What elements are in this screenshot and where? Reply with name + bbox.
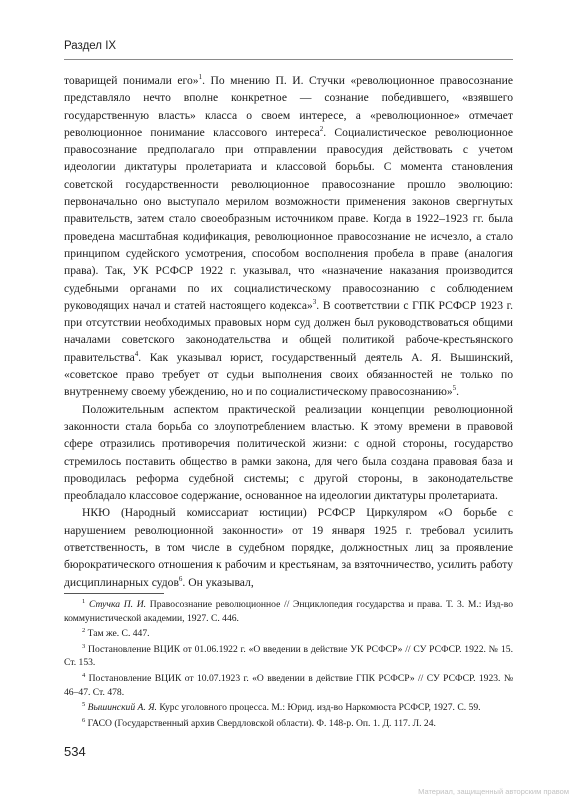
footnote-3 [64,643,513,670]
footnote-number: 6 [82,716,86,724]
footnote-1 [64,598,513,625]
paragraph-text: . [456,385,460,399]
paragraph-text: товарищей понимали его» [64,74,199,87]
paragraph-text: . Он указывал, [182,575,254,589]
footnote-text: Курс уголовного процесса. М.: Юрид. изд-во Наркомюста РСФСР, 1927. С. 59. [156,702,481,714]
paragraph-text: Положительным аспектом практической реализации концепции революционной законности стала борьба со злоупотреблением властью. К этому времени в правовой сфере отразились противоречия политической жизни: с одной стороны, государство стремилось поставить общество в рамки закона, для чего была создана правовая база и проводилась реформа судебной системы; с другой стороны, в законодательстве преобладало классовое содержание, основанное на идеологии диктатуры пролетариата. [64,402,513,503]
paragraph-2 [64,401,513,505]
footnote-ref: 4 [134,349,139,358]
footnote-number: 2 [82,627,86,634]
paragraph-1 [64,72,513,401]
paragraph-text: . Как указывал юрист, государственный деятель А. Я. Вышинский, «советское право требует от судьи выполнения своих обязанностей не только по внутреннему своему убеждению, но и по социалистическому правосознанию» [64,350,513,399]
header-divider [64,59,513,60]
author-name: Стучка П. И. [88,599,147,610]
footnote-ref: 6 [178,574,183,583]
paragraph-text: НКЮ (Народный комиссариат юстиции) РСФСР Циркуляром «О борьбе с нарушением революционной законности» от 19 января 1925 г. требовал усилить ответственность, в том числе в судебном порядке, должностных лиц за проявление бюрократического отношения к рабочим и крестьянам, за взяточничество, усилить работу дисциплинарных судов [64,506,513,589]
paragraph-text: . По мнению П. И. Стучки «революционное правосознание представляло нечто вполне конкретное — сознание победившего, «взявшего государственную власть» класса о своем интересе, а «революционное» отмечает революционное понимание классового интереса [64,74,513,139]
page-number: 534 [64,744,86,759]
footnote-6 [64,717,513,731]
paragraph-text: . Социалистическое революционное правосознание предполагало при отправлении правосудия действовать с учетом идеологии диктатуры пролетариата и классовой борьбы. С момента становления советской государственности революционное правосознание прошло эволюцию: первоначально оно выступало мерилом возможности применения законов свергнутых правительств, затем стало своеобразным источником праве. Когда в 1922–1923 гг. была проведена масштабная кодификация, революционное правосознание не исчезло, а стало принципом судейского усмотрения, способом восполнения пробела в праве (аналогия права). Так, УК РСФСР 1922 г. указывал, что «назначение наказания производится судебными органами по их социалистическому правосознанию с соблюдением руководящих начал и статей настоящего кодекса» [64,125,513,312]
footnote-5 [64,701,513,715]
footnote-2 [64,627,513,641]
footnote-divider [64,593,164,594]
footnote-text: ГАСО (Государственный архив Свердловской области). Ф. 148-р. Оп. 1. Д. 117. Л. 24. [87,717,436,729]
footnote-text: Постановление ВЦИК от 01.06.1922 г. «О введении в действие УК РСФСР» // СУ РСФСР. 1922. № 15. Ст. 153. [64,643,513,669]
running-head-section: Раздел IX [64,40,117,52]
footnote-ref: 3 [312,298,317,306]
footnotes [64,598,513,732]
main-text [64,72,513,591]
author-name: Вышинский А. Я. [87,702,157,714]
footnote-ref: 5 [452,384,457,393]
paragraph-3 [64,504,513,590]
footnote-4 [64,672,513,699]
footnote-ref: 2 [319,125,324,134]
footnote-ref: 1 [198,73,203,82]
paragraph-text: . В соответствии с ГПК РСФСР 1923 г. при отсутствии необходимых правовых норм суд должен был руководствоваться общими началами советского законодательства и общей политикой рабоче-крестьянского правительства [64,298,513,364]
footnote-text: Там же. С. 447. [87,628,150,640]
footnote-number: 1 [82,597,86,605]
footnote-text: Постановление ВЦИК от 10.07.1923 г. «О введении в действие ГПК РСФСР» // СУ РСФСР. 1923. № 46–47. Ст. 478. [64,672,513,698]
footnote-number: 5 [82,700,86,708]
footnote-text: Правосознание революционное // Энциклопедия государства и права. Т. 3. М.: Изд-во коммунистической академии, 1927. С. 446. [64,599,513,624]
copyright-watermark: Материал, защищенный авторским правом [418,787,569,796]
footnote-number: 3 [82,642,86,650]
footnote-number: 4 [82,671,86,679]
